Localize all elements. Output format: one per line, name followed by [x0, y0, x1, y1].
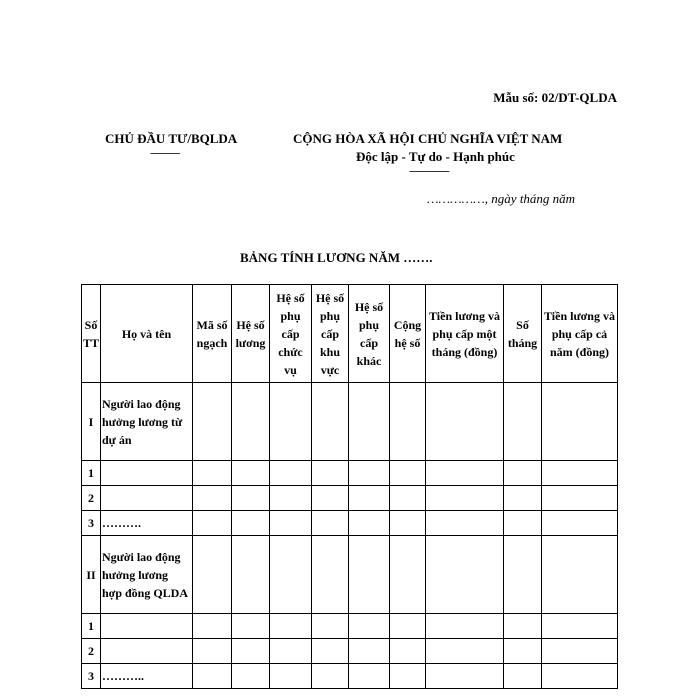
- table-cell: [193, 664, 232, 689]
- table-row: [82, 511, 618, 536]
- table-cell: [232, 511, 270, 536]
- header-salary-coefficient: Hệ số lương: [232, 285, 270, 383]
- table-cell: [232, 639, 270, 664]
- table-cell: [312, 639, 349, 664]
- table-row: [82, 639, 618, 664]
- table-row: [82, 664, 618, 689]
- table-cell: [193, 536, 232, 614]
- table-cell: [349, 536, 390, 614]
- table-cell: [270, 639, 312, 664]
- motto-divider: ---------------: [409, 165, 449, 177]
- table-cell: [349, 664, 390, 689]
- table-cell: [426, 614, 504, 639]
- table-cell: [426, 486, 504, 511]
- table-cell: [426, 461, 504, 486]
- form-code: Mẫu số: 02/DT-QLDA: [493, 90, 617, 105]
- table-cell: [349, 383, 390, 461]
- group-name: Người lao động hưởng lương hợp đồng QLDA: [101, 536, 193, 614]
- table-cell: [270, 664, 312, 689]
- table-cell: [390, 614, 426, 639]
- table-cell: [542, 536, 618, 614]
- table-cell: [193, 461, 232, 486]
- header-regional-allowance: Hệ số phụ cấp khu vực: [312, 285, 349, 383]
- table-cell: [232, 614, 270, 639]
- table-cell: [349, 639, 390, 664]
- table-cell: [193, 511, 232, 536]
- row-index: 3: [82, 511, 101, 536]
- table-cell: [504, 486, 542, 511]
- table-group-row: [82, 383, 618, 461]
- table-cell: [193, 486, 232, 511]
- table-cell: [312, 614, 349, 639]
- header-other-allowance: Hệ số phụ cấp khác: [349, 285, 390, 383]
- table-cell: [504, 511, 542, 536]
- table-cell: [504, 614, 542, 639]
- date-line: ……………, ngày tháng năm: [427, 191, 576, 206]
- row-name: ………..: [101, 664, 193, 689]
- table-cell: [426, 536, 504, 614]
- table-cell: [504, 664, 542, 689]
- national-motto: Độc lập - Tự do - Hạnh phúc: [356, 149, 515, 164]
- table-cell: [312, 511, 349, 536]
- header-stt: Số TT: [82, 285, 101, 383]
- owner-label: CHỦ ĐẦU TƯ/BQLDA: [105, 131, 238, 146]
- table-cell: [349, 461, 390, 486]
- table-header-row: [82, 285, 618, 383]
- table-cell: [542, 664, 618, 689]
- table-cell: [232, 486, 270, 511]
- owner-divider: -----------: [150, 147, 180, 159]
- table-cell: [390, 511, 426, 536]
- table-cell: [232, 536, 270, 614]
- header-months: Số tháng: [504, 285, 542, 383]
- table-cell: [542, 383, 618, 461]
- table-group-row: [82, 536, 618, 614]
- table-cell: [504, 383, 542, 461]
- table-cell: [390, 639, 426, 664]
- table-cell: [232, 461, 270, 486]
- table-cell: [270, 486, 312, 511]
- salary-table: [81, 284, 618, 689]
- table-cell: [232, 383, 270, 461]
- table-cell: [349, 614, 390, 639]
- table-cell: [349, 511, 390, 536]
- table-cell: [542, 614, 618, 639]
- table-cell: [349, 486, 390, 511]
- header-full-name: Họ và tên: [101, 285, 193, 383]
- row-name: [101, 614, 193, 639]
- table-cell: [270, 461, 312, 486]
- row-index: 1: [82, 461, 101, 486]
- table-cell: [270, 383, 312, 461]
- table-cell: [426, 383, 504, 461]
- table-cell: [312, 486, 349, 511]
- table-cell: [312, 536, 349, 614]
- table-cell: [232, 664, 270, 689]
- table-cell: [193, 383, 232, 461]
- group-index: II: [82, 536, 101, 614]
- table-cell: [426, 639, 504, 664]
- table-cell: [193, 639, 232, 664]
- table-cell: [312, 664, 349, 689]
- table-cell: [312, 383, 349, 461]
- republic-name: CỘNG HÒA XÃ HỘI CHỦ NGHĨA VIỆT NAM: [293, 131, 563, 146]
- table-cell: [193, 614, 232, 639]
- table-cell: [426, 664, 504, 689]
- group-name: Người lao động hưởng lương từ dự án: [101, 383, 193, 461]
- table-row: [82, 461, 618, 486]
- table-cell: [390, 536, 426, 614]
- table-cell: [312, 461, 349, 486]
- row-index: 2: [82, 486, 101, 511]
- table-cell: [390, 486, 426, 511]
- table-cell: [270, 511, 312, 536]
- table-cell: [270, 536, 312, 614]
- header-rank-code: Mã số ngạch: [193, 285, 232, 383]
- table-cell: [542, 639, 618, 664]
- header-total-coefficient: Cộng hệ số: [390, 285, 426, 383]
- header-annual-pay: Tiền lương và phụ cấp cả năm (đồng): [542, 285, 618, 383]
- row-name: [101, 639, 193, 664]
- table-cell: [504, 461, 542, 486]
- row-name: [101, 486, 193, 511]
- header-monthly-pay: Tiền lương và phụ cấp một tháng (đồng): [426, 285, 504, 383]
- table-cell: [542, 486, 618, 511]
- group-index: I: [82, 383, 101, 461]
- row-index: 1: [82, 614, 101, 639]
- row-name: [101, 461, 193, 486]
- table-cell: [390, 664, 426, 689]
- table-row: [82, 614, 618, 639]
- row-index: 3: [82, 664, 101, 689]
- header-position-allowance: Hệ số phụ cấp chức vụ: [270, 285, 312, 383]
- table-cell: [542, 461, 618, 486]
- table-cell: [390, 383, 426, 461]
- table-cell: [504, 536, 542, 614]
- table-cell: [426, 511, 504, 536]
- row-index: 2: [82, 639, 101, 664]
- row-name: ……….: [101, 511, 193, 536]
- table-cell: [390, 461, 426, 486]
- table-cell: [270, 614, 312, 639]
- table-row: [82, 486, 618, 511]
- table-cell: [504, 639, 542, 664]
- document-title: BẢNG TÍNH LƯƠNG NĂM …….: [240, 250, 433, 265]
- table-cell: [542, 511, 618, 536]
